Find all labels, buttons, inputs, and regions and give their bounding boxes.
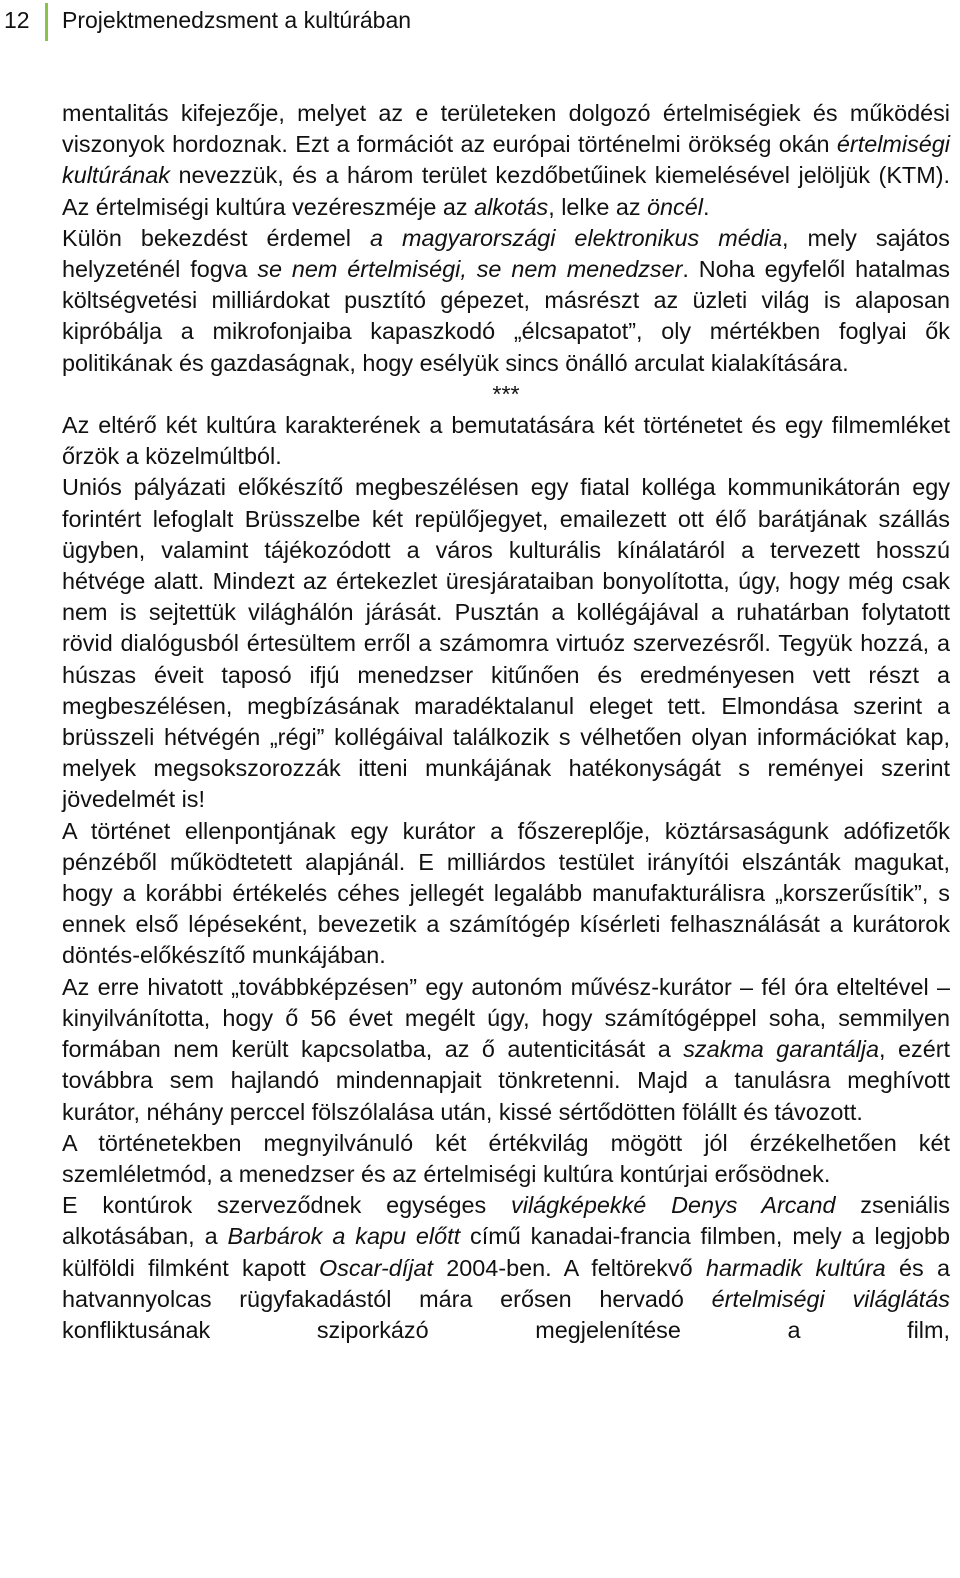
paragraph (62, 410, 950, 472)
italic-text-run: értelmiségi kultúrának (62, 131, 950, 189)
text-run: című kanadai-francia filmben, mely a legjobb külföldi filmként kapott (62, 1223, 950, 1281)
text-run: és a hatvannyolcas rügyfakadástól mára erősen hervadó (62, 1254, 950, 1312)
italic-text-run: öncél (647, 193, 703, 220)
paragraph (62, 223, 950, 379)
text-run: , lelke az (548, 193, 648, 220)
text-run: zseniális alkotásában, a (62, 1192, 950, 1250)
text-run: . (702, 193, 710, 220)
italic-text-run: a magyarországi elektronikus média (370, 224, 782, 251)
text-run: Külön bekezdést érdemel (62, 224, 370, 251)
text-run: 2004-ben. A feltörekvő (432, 1254, 706, 1281)
italic-text-run: Oscar-díjat (319, 1254, 433, 1281)
paragraph (62, 98, 950, 223)
italic-text-run: se nem értelmiségi, se nem menedzser (257, 256, 683, 283)
paragraph (62, 972, 950, 1128)
text-run: E kontúrok szerveződnek egységes (62, 1192, 512, 1219)
page-header (0, 0, 960, 44)
text-run: , mely sajátos helyzeténél fogva (62, 224, 950, 283)
text-run: , ezért továbbra sem hajlandó mindennapjait tönkretenni. Majd a tanulásra meghívott kurátor, néhány perccel fölszólalása után, kissé sértődötten fölállt és távozott. (62, 1036, 951, 1125)
text-run: Az eltérő két kultúra karakterének a bemutatására két történetet és egy filmemléket őrzök a közelmúltból. (62, 412, 950, 470)
running-title: Projektmenedzsment a kultúrában (62, 7, 412, 33)
text-run: mentalitás kifejezője, melyet az e területeken dolgozó értelmiségiek és működési viszonyok hordoznak. Ezt a formációt az európai történelmi örökség okán (62, 100, 950, 158)
page-number: 12 (4, 7, 30, 33)
text-run: Uniós pályázati előkészítő megbeszélésen egy fiatal kolléga kommunikátorán egy forintért lefoglalt Brüsszelbe két repülőjegyet, emailezett ott élő barátjának szállás ügyben, valamint tájékozódott a város kulturális kínálatáról a tervezett hosszú hétvége alatt. Mindezt az értekezlet üresjárataiban bonyolította, úgy, hogy még csak nem is sejtettük világhálón járását. Pusztán a kollégájával a ruhatárban folytatott rövid dialógusból értesültem erről a számomra virtuóz szervezésről. Tegyük hozzá, a húszas éveit taposó ifjú menedzser kitűnően és eredményesen vett részt a megbeszélésen, megbízásának maradéktalanul eleget tett. Elmondása szerint a brüsszeli hétvégén „régi” kollégáival találkozik s vélhetően olyan információkat kap, melyek megsokszorozzák itteni munkájának hatékonyságát s reményei szerint jövedelmét is! (62, 474, 950, 813)
italic-text-run: világképekké Denys Arcand (511, 1192, 836, 1219)
header-divider (45, 3, 48, 41)
text-run: A történetekben megnyilvánuló két értékvilág mögött jól érzékelhetően két szemléletmód, a menedzser és az értelmiségi kultúra kontúrjai erősödnek. (62, 1129, 950, 1187)
text-run: A történet ellenpontjának egy kurátor a főszereplője, köztársaságunk adófizetők pénzéből működtetett alapjánál. E milliárdos testület irányítói elszánták magukat, hogy a korábbi értékelés céhes jellegét legalább manufakturálisra „korszerűsítik”, s ennek első lépéseként, bevezetik a számítógép kísérleti felhasználását a kurátorok döntés-előkészítő munkájában. (62, 817, 950, 969)
text-run: nevezzük, és a három terület kezdőbetűinek kiemelésével jelöljük (KTM). Az értelmiségi kultúra vezéreszméje az (62, 162, 950, 220)
section-separator: *** (492, 380, 520, 407)
italic-text-run: alkotás (474, 193, 549, 220)
italic-text-run: Barbárok a kapu előtt (227, 1223, 461, 1250)
text-run: Az erre hivatott „továbbképzésen” egy autonóm művész-kurátor – fél óra elteltével – kinyilvánította, hogy ő 56 évet megélt úgy, hogy számítógéppel soha, semmilyen formában nem került kapcsolatba, az ő autenticitását a (62, 973, 950, 1063)
body-text (62, 98, 950, 1346)
paragraph (62, 816, 950, 972)
paragraph (62, 1190, 950, 1346)
italic-text-run: értelmiségi világlátás (711, 1285, 950, 1312)
italic-text-run: harmadik kultúra (705, 1254, 886, 1281)
text-run: konfliktusának sziporkázó megjelenítése a film, (62, 1316, 950, 1343)
paragraph (62, 472, 950, 815)
text-run: . Noha egyfelől hatalmas költségvetési milliárdokat pusztító gépezet, másrészt az üzleti világ is alaposan kipróbálja a mikrofonjaiba kapaszkodó „élcsapatot”, oly mértékben foglyai ők politikának és gazdaságnak, hogy esélyük sincs önálló arculat kialakítására. (62, 256, 950, 376)
paragraph (62, 1128, 950, 1190)
italic-text-run: szakma garantálja (683, 1036, 880, 1063)
